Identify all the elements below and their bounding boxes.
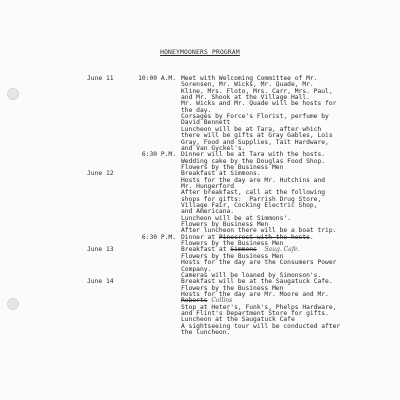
program-date: June 14 [87,278,114,286]
text-segment: After luncheon there will be a boat trip. [181,227,337,235]
program-date: June 13 [87,246,114,254]
text-segment: Kline, Mrs. Floto, Mrs. Carr, Mrs. Paul, [181,87,333,95]
text-segment: and Van Gyckel's. [181,144,246,152]
text-segment: Breakfast at [181,246,231,254]
text-segment: and Flint's Department Store for gifts. [181,309,329,317]
text-segment: Luncheon at the Saugatuck Cafe [181,316,295,324]
text-segment: Flowers by the Business Men [181,284,284,292]
program-time: 10:00 A.M. [138,75,176,82]
text-segment: Dinner at [181,233,219,241]
text-segment: Flowers by Business Men [181,221,269,229]
text-segment: Village Fair, Cocking Electric Shop, [181,202,318,209]
struck-text: Pinecrest with the hosts [218,233,310,241]
text-segment: After breakfast, call at the following [181,189,326,197]
program-time: 6:30 P.M. [141,151,176,159]
text-segment: Meet with Welcoming Committee of Mr. [181,75,318,82]
text-segment: . [309,233,314,241]
text-segment: Breakfast at Simmons. [181,170,261,178]
text-segment: Luncheon will be at Simmons'. [181,214,291,222]
text-segment: Cameras will be loaned by Simonson's. [181,271,322,279]
struck-text: Roberts [181,297,208,305]
text-segment: Mr. Hungerford [181,182,235,190]
text-segment: David Bennett [181,119,231,127]
program-text [181,330,230,336]
handwritten-correction: Collins [211,297,233,305]
program-date: June 11 [87,75,114,82]
text-segment: Wedding cake by the Douglas Food Shop. [181,157,326,165]
text-segment: and Mr. Shook at the Village Hall. [181,94,310,102]
text-segment: Flowers by the Business Men [181,252,284,260]
program-line [0,330,400,336]
text-segment: Hosts for the day are the Consumers Power [181,259,337,267]
handwritten-correction: Saug. Cafe. [264,246,300,254]
text-segment: Mr. Wicks and Mr. Quade will be hosts for [181,100,337,108]
text-segment: the luncheon. [181,329,231,336]
text-segment: shops for gifts: Parrish Drug Store, [181,195,322,203]
struck-text: Simmons [230,246,257,254]
text-segment: Dinner will be at Tara with the hosts. [181,151,326,159]
text-segment: Company. [181,265,212,273]
text-segment: Corsages by Force's Florist, perfume by [181,113,329,121]
text-segment: Sorensen, Mr. Wicks, Mr. Quade, Mr. [181,81,314,89]
text-segment: the day. [181,106,212,114]
text-segment: A sightseeing tour will be conducted after [181,322,341,330]
text-segment: Gray, Food and Supplies, Tait Hardware, [181,138,329,146]
text-segment: there will be gifts at Gray Gables, Lois [181,132,333,140]
text-segment: Flowers by the Business Men [181,163,284,171]
text-segment: Flowers by the Business Men [181,240,284,248]
text-segment: Breakfast will be at the Saugatuck Cafe. [181,278,333,286]
text-segment: Hosts for the day are Mr. Moore and Mr. [181,290,329,298]
text-segment: Stop at Heter's, Funk's, Phelps Hardware, [181,303,337,311]
text-segment: Luncheon will be at Tara, after which [181,125,322,133]
program-time: 6:30 P.M. [141,233,176,241]
program-date: June 12 [87,170,114,178]
text-segment: and Americana. [181,208,235,216]
text-segment: Hosts for the day are Mr. Hutchins and [181,176,326,184]
document-title: HONEYMOONERS PROGRAM [160,49,240,56]
